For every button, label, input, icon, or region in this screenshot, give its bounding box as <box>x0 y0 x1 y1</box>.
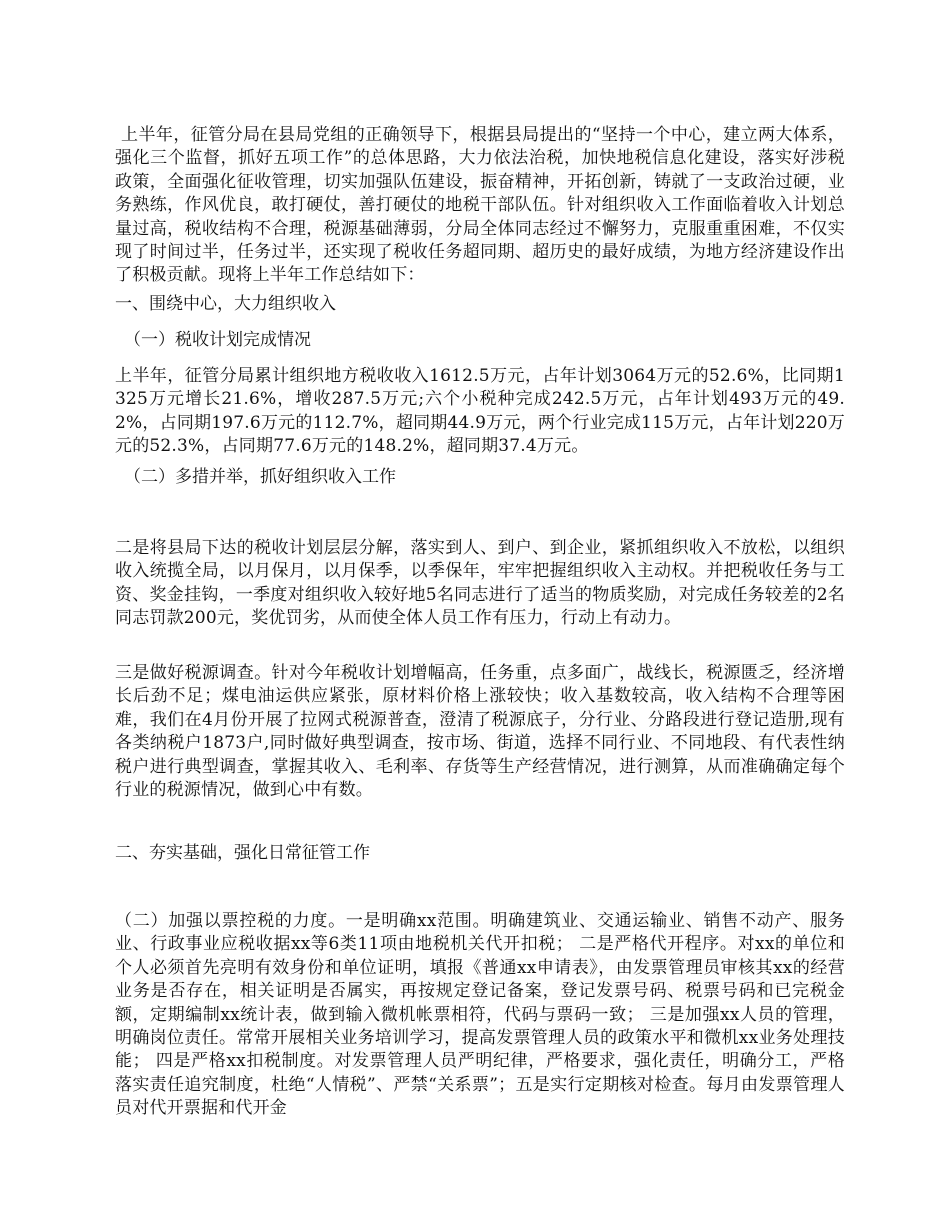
paragraph-two: 二是将县局下达的税收计划层层分解，落实到人、到户、到企业，紧抓组织收入不放松，以组织收入统揽全局，以月保月，以月保季，以季保年，牢牢把握组织收入主动权。并把税收任务与工资、奖金挂钩，一季度对组织收入较好地5名同志进行了适当的物质奖励，对完成任务较差的2名同志罚款200元，奖优罚劣，从而使全体人员工作有压力，行动上有动力。 <box>115 538 845 629</box>
invoice-control-paragraph: （二）加强以票控税的力度。一是明确xx范围。明确建筑业、交通运输业、销售不动产、服务业、行政事业应税收据xx等6类11项由地税机关代开扣税； 二是严格代开程序。对xx的单位和个人必须首先亮明有效身份和单位证明，填报《普通xx申请表》，由发票管理员审核其xx的经营业务是否存在，相关证明是否属实，再按规定登记备案，登记发票号码、税票号码和已完税金额，定期编制xx统计表，做到输入微机帐票相符，代码与票码一致； 三是加强xx人员的管理，明确岗位责任。常常开展相关业务培训学习，提高发票管理人员的政策水平和微机xx业务处理技能； 四是严格xx扣税制度。对发票管理人员严明纪律，严格要求，强化责任，明确分工，严格落实责任追究制度，杜绝“人情税”、严禁“关系票”；五是实行定期核对检查。每月由发票管理人员对代开票据和代开金 <box>115 911 845 1119</box>
paragraph-three: 三是做好税源调查。针对今年税收计划增幅高，任务重，点多面广，战线长，税源匮乏，经济增长后劲不足；煤电油运供应紧张，原材料价格上涨较快；收入基数较高，收入结构不合理等困难，我们在4月份开展了拉网式税源普查，澄清了税源底子，分行业、分路段进行登记造册,现有各类纳税户1873户,同时做好典型调查，按市场、街道，选择不同行业、不同地段、有代表性纳税户进行典型调查，掌握其收入、毛利率、存货等生产经营情况，进行测算，从而准确确定每个行业的税源情况，做到心中有数。 <box>115 663 845 801</box>
tax-plan-paragraph: 上半年，征管分局累计组织地方税收收入1612.5万元，占年计划3064万元的52.6%，比同期1325万元增长21.6%，增收287.5万元;六个小税种完成242.5万元，占年计划493万元的49.2%，占同期197.6万元的112.7%，超同期44.9万元，两个行业完成115万元，占年计划220万元的52.3%，占同期77.6万元的148.2%，超同期37.4万元。 <box>115 366 845 457</box>
intro-paragraph: 上半年，征管分局在县局党组的正确领导下，根据县局提出的“坚持一个中心，建立两大体系，强化三个监督，抓好五项工作”的总体思路，大力依法治税，加快地税信息化建设，落实好涉税政策，全面强化征收管理，切实加强队伍建设，振奋精神，开拓创新，铸就了一支政治过硬，业务熟练，作风优良，敢打硬仗，善打硬仗的地税干部队伍。针对组织收入工作面临着收入计划总量过高，税收结构不合理，税源基础薄弱，分局全体同志经过不懈努力，克服重重困难，不仅实现了时间过半，任务过半，还实现了税收任务超同期、超历史的最好成绩，为地方经济建设作出了积极贡献。现将上半年工作总结如下： <box>115 125 845 286</box>
section-heading-2: 二、夯实基础，强化日常征管工作 <box>115 843 370 863</box>
subsection-heading-1: （一）税收计划完成情况 <box>124 330 311 350</box>
section-heading-1: 一、围绕中心，大力组织收入 <box>115 294 336 314</box>
subsection-heading-2: （二）多措并举，抓好组织收入工作 <box>124 467 396 487</box>
